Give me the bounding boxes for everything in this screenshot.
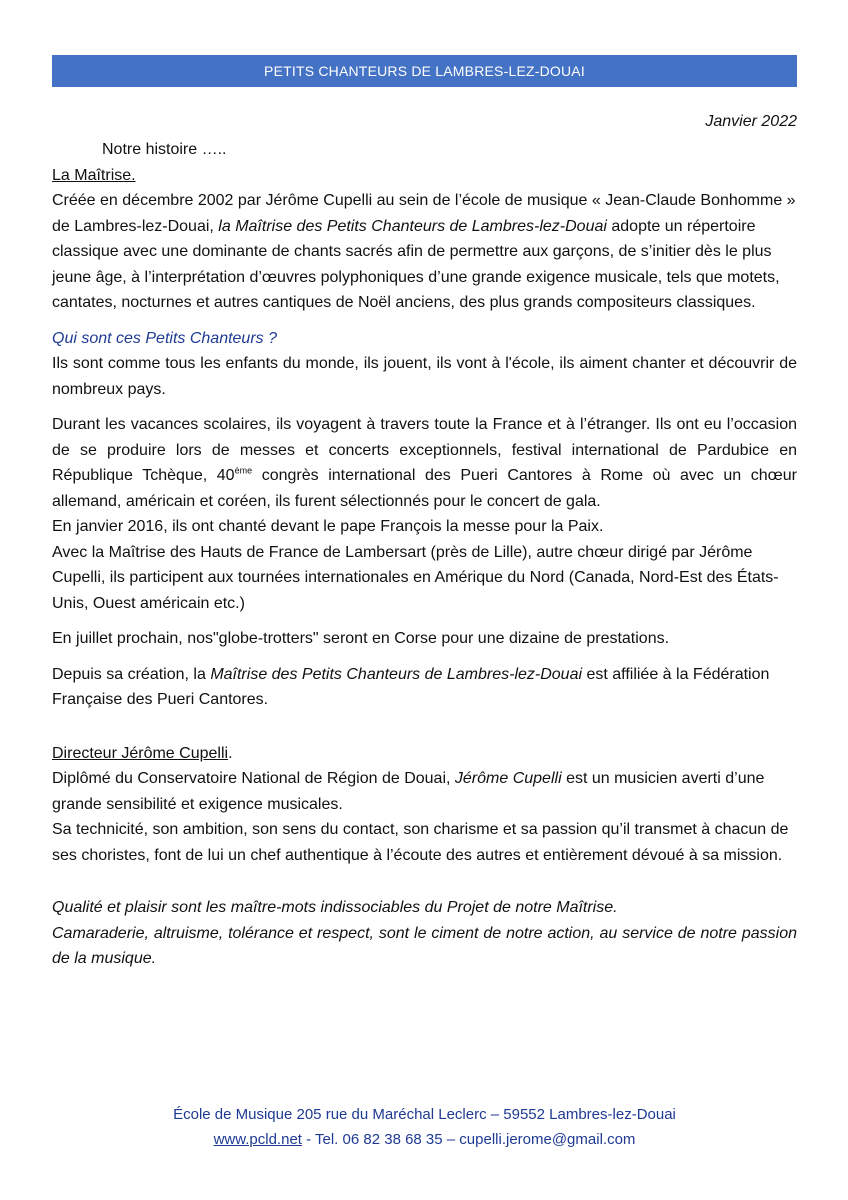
maitrise-text-a: Créée en décembre 2002 par Jérôme Cupelli au sein de l’école de musique « Jean-Claude Bonhomme » de Lambres-lez-Douai, xyxy=(52,192,796,235)
chanteurs-p2-text-a: Durant les vacances scolaires, ils voyagent à travers toute la France et à l’étranger. Ils ont eu l’occasion de se produire lors de messes et concerts exceptionnels, festival international de Pardubice en République Tchèque, 40 xyxy=(52,416,797,484)
document-date: Janvier 2022 xyxy=(705,113,797,130)
chanteurs-p6-text-a: Depuis sa création, la xyxy=(52,665,211,683)
chanteurs-p6-text-b: est affiliée à la Fédération Française des Pueri Cantores. xyxy=(52,665,770,708)
chanteurs-p2-text-b: congrès international des Pueri Cantores à Rome où avec un chœur allemand, américain et coréen, ils furent sélectionnés pour le concert de gala. xyxy=(52,467,797,510)
section-question xyxy=(52,326,797,352)
footer-address: École de Musique 205 rue du Maréchal Leclerc – 59552 Lambres-lez-Douai xyxy=(173,1106,676,1123)
chanteurs-paragraph-3: En janvier 2016, ils ont chanté devant le pape François la messe pour la Paix. xyxy=(52,518,604,535)
maitrise-text-b: adopte un répertoire classique avec une dominante de chants sacrés afin de permettre aux garçons, de s’initier dès le plus jeune âge, à l’interprétation d’œuvres polyphoniques d’une grande exigence musicale, tels que motets, cantates, nocturnes et autres cantiques de Noël anciens, des plus grands compositeurs classiques. xyxy=(52,217,780,311)
directeur-name-italic: Jérôme Cupelli xyxy=(454,770,562,787)
document-body xyxy=(52,137,797,972)
chanteurs-paragraph-6 xyxy=(52,662,797,713)
directeur-title-period: . xyxy=(228,744,233,762)
directeur-title-text: Directeur Jérôme Cupelli xyxy=(52,744,229,762)
closing-line-1 xyxy=(52,895,797,921)
page-footer xyxy=(52,1102,797,1152)
question-text: Qui sont ces Petits Chanteurs ? xyxy=(52,329,277,347)
closing-text-2: Camaraderie, altruisme, tolérance et respect, sont le ciment de notre action, au service de notre passion de la musique. xyxy=(52,924,797,967)
intro-line: Notre histoire ….. xyxy=(102,141,227,158)
chanteurs-paragraph-2 xyxy=(52,412,797,514)
chanteurs-paragraph-4: Avec la Maîtrise des Hauts de France de Lambersart (près de Lille), autre chœur dirigé par Jérôme Cupelli, ils participent aux tournées internationales en Amérique du Nord (Canada, Nord-Est des États-Unis, Ouest américain etc.) xyxy=(52,543,779,612)
banner-title: PETITS CHANTEURS DE LAMBRES-LEZ-DOUAI xyxy=(264,63,585,79)
website-link[interactable]: www.pcld.net xyxy=(213,1131,302,1148)
footer-contact: - Tel. 06 82 38 68 35 – cupelli.jerome@gmail.com xyxy=(301,1131,636,1148)
closing-line-2 xyxy=(52,921,797,972)
header-banner xyxy=(52,55,797,87)
section-title-maitrise: La Maîtrise. xyxy=(52,166,136,184)
directeur-p1-text-b: est un musicien averti d’une grande sensibilité et exigence musicales. xyxy=(52,770,765,813)
chanteurs-p6-italic: Maîtrise des Petits Chanteurs de Lambres-lez-Douai xyxy=(210,665,583,683)
maitrise-paragraph xyxy=(52,188,797,316)
directeur-paragraph-2: Sa technicité, son ambition, son sens du contact, son charisme et sa passion qu’il transmet à chacun de ses choristes, font de lui un chef authentique à l’écoute des autres et entièrement dévoué à sa mission. xyxy=(52,821,789,864)
closing-text-1: Qualité et plaisir sont les maître-mots indissociables du Projet de notre Maîtrise. xyxy=(52,899,618,916)
maitrise-name-italic: la Maîtrise des Petits Chanteurs de Lambres-lez-Douai xyxy=(218,217,607,235)
footer-contact-line xyxy=(52,1127,797,1152)
directeur-paragraph-1 xyxy=(52,766,797,817)
chanteurs-paragraph-1: Ils sont comme tous les enfants du monde, ils jouent, ils vont à l'école, ils aiment chanter et découvrir de nombreux pays. xyxy=(52,355,797,398)
ordinal-superscript: ème xyxy=(234,465,253,476)
section-title-directeur xyxy=(52,741,797,767)
chanteurs-paragraph-5: En juillet prochain, nos"globe-trotters" seront en Corse pour une dizaine de prestations. xyxy=(52,630,670,647)
directeur-p1-text-a: Diplômé du Conservatoire National de Région de Douai, xyxy=(52,770,455,787)
